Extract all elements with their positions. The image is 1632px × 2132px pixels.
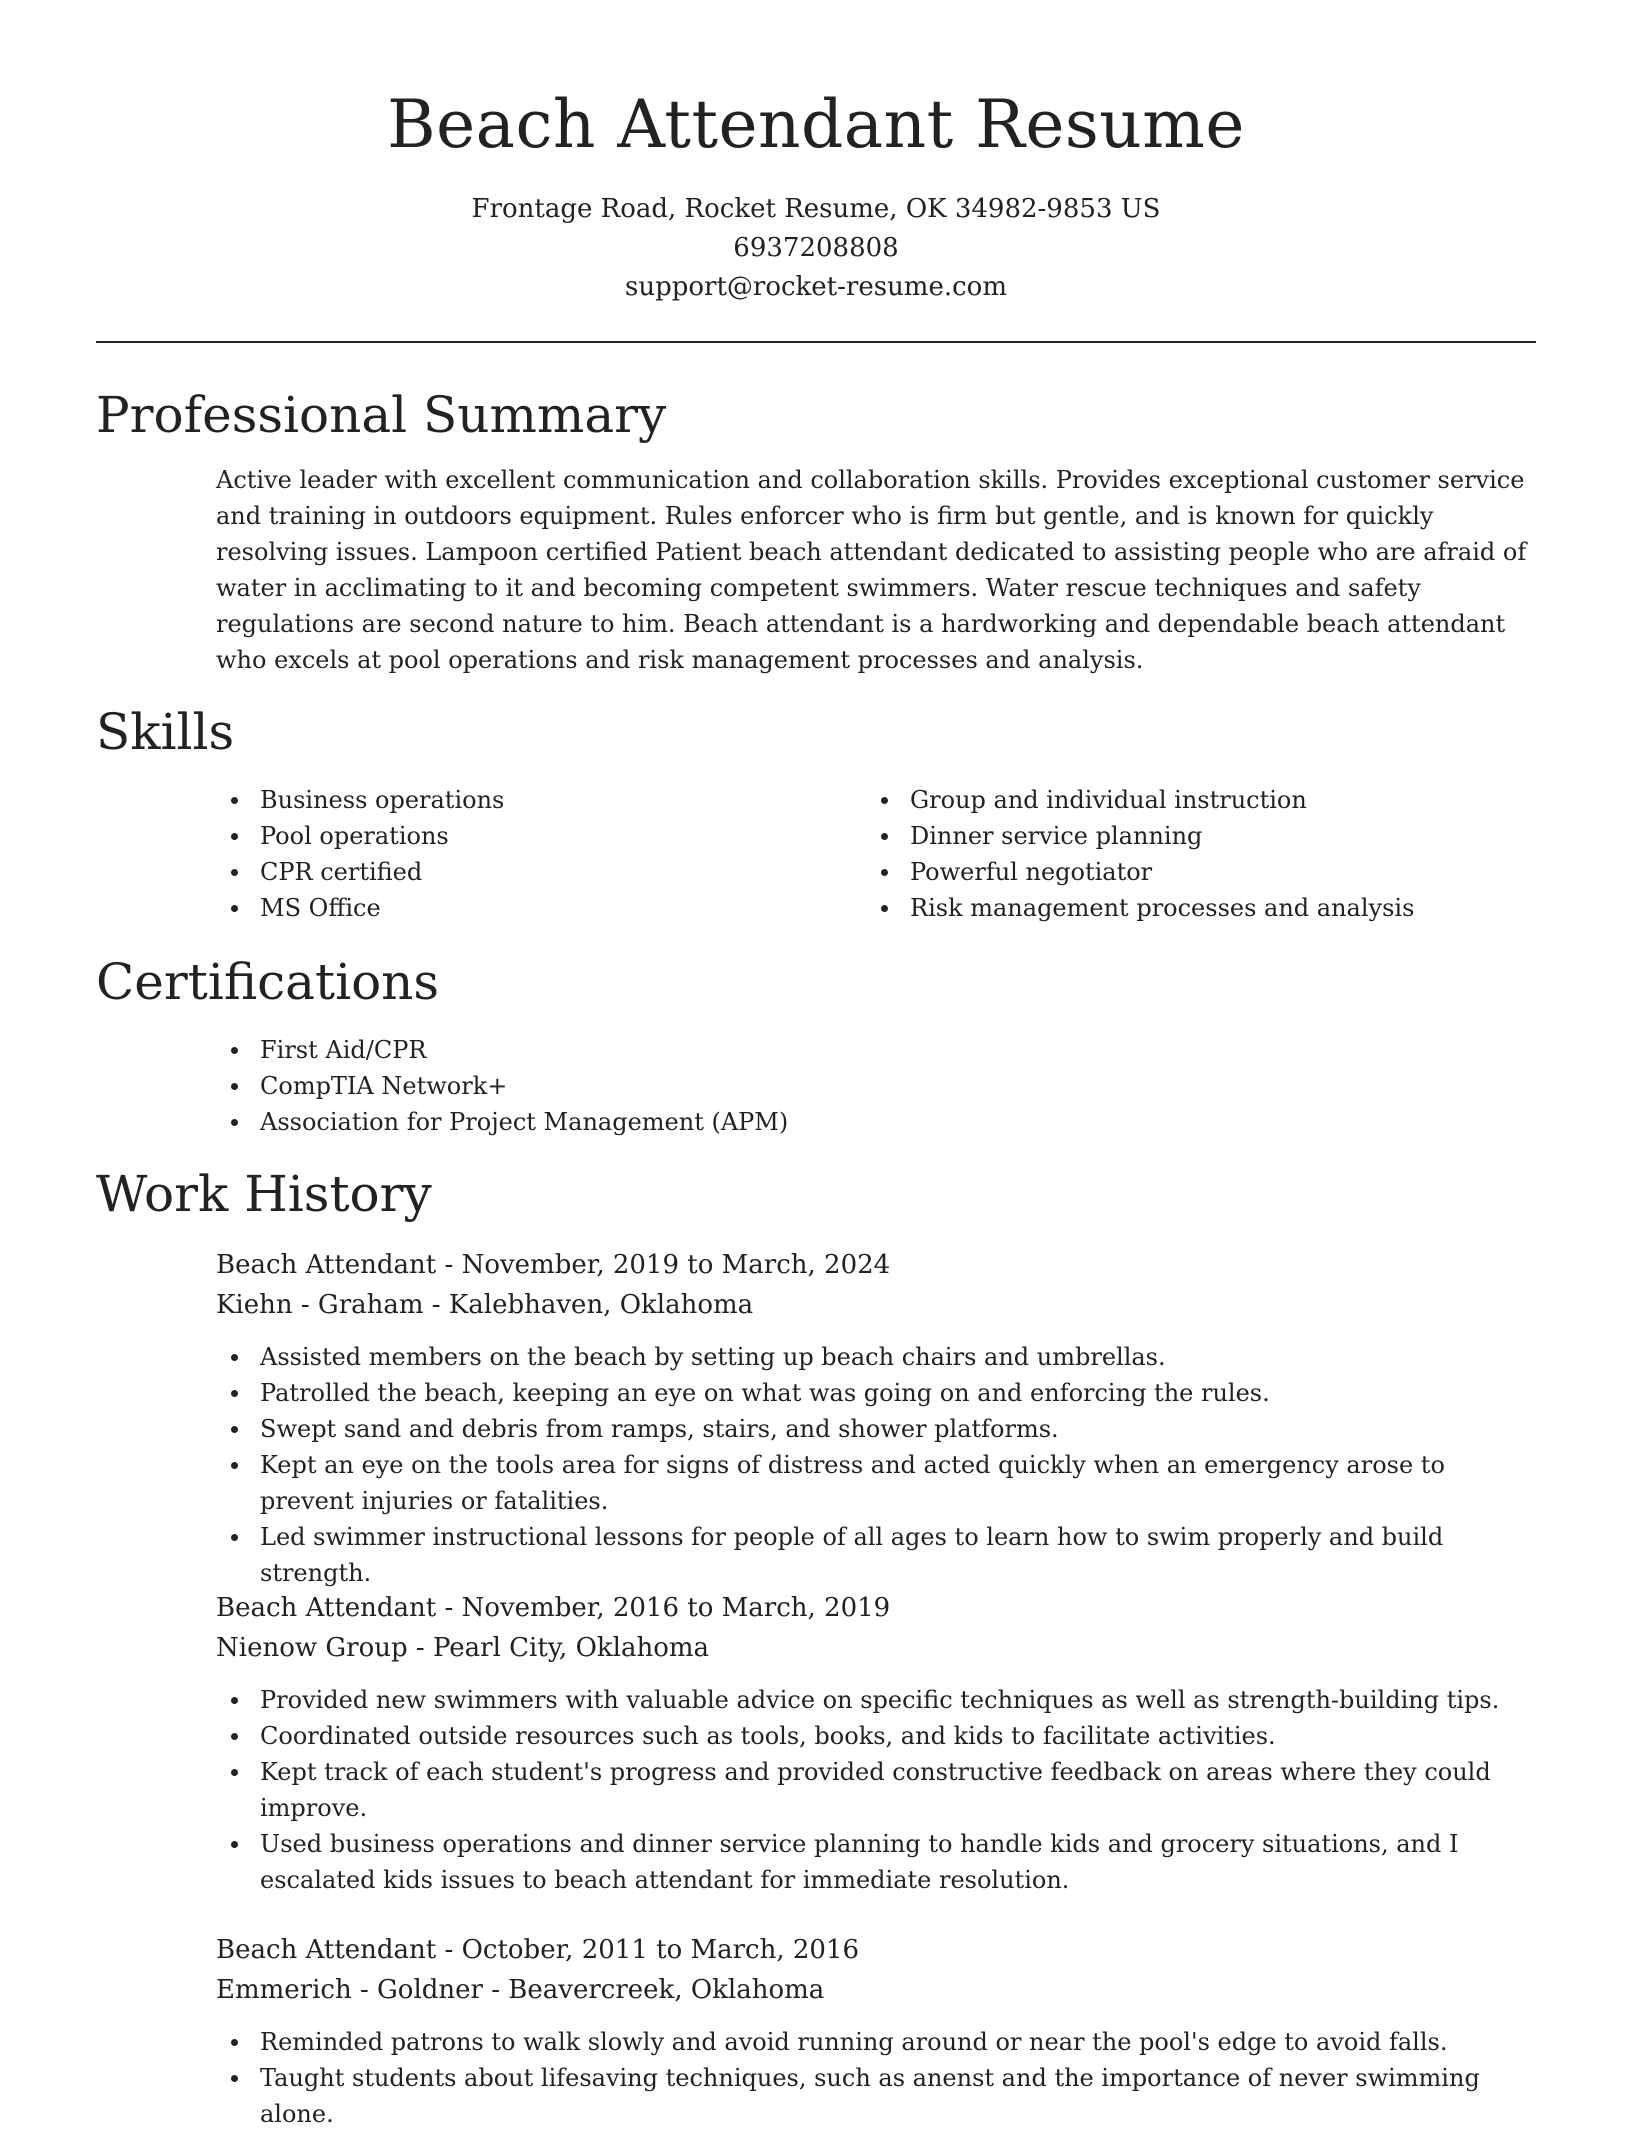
- contact-info: [0, 190, 1632, 307]
- certification-item: CompTIA Network+: [216, 1068, 1536, 1104]
- job-bullet: Led swimmer instructional lessons for people of all ages to learn how to swim properly and build strength.: [216, 1519, 1546, 1591]
- job-bullet: Provided new swimmers with valuable advice on specific techniques as well as strength-building tips.: [216, 1682, 1546, 1718]
- job-location: - Beavercreek, Oklahoma: [482, 1975, 825, 2005]
- skills-list-left: [216, 782, 816, 926]
- job-bullet: Kept an eye on the tools area for signs of distress and acted quickly when an emergency arose to prevent injuries or fatalities.: [216, 1447, 1546, 1519]
- skills-list-right: [866, 782, 1526, 926]
- job-bullet-list: [216, 2024, 1546, 2132]
- resume-title: Beach Attendant Resume: [387, 86, 1245, 163]
- job-bullet: Reminded patrons to walk slowly and avoid running around or near the pool's edge to avoid falls.: [216, 2024, 1546, 2060]
- certifications-heading: Certifications: [96, 953, 440, 1011]
- job-company: Emmerich - Goldner: [216, 1975, 483, 2005]
- job-entry: [216, 1245, 1546, 1591]
- work-history-heading: Work History: [96, 1165, 432, 1223]
- job-location: - Kalebhaven, Oklahoma: [423, 1290, 754, 1320]
- skill-item: Business operations: [216, 782, 816, 818]
- job-bullet: Swept sand and debris from ramps, stairs, and shower platforms.: [216, 1411, 1546, 1447]
- job-bullet: Coordinated outside resources such as tools, books, and kids to facilitate activities.: [216, 1718, 1546, 1754]
- job-bullet: Taught students about lifesaving techniques, such as anenst and the importance of never swimming alone.: [216, 2060, 1546, 2132]
- job-bullet: Patrolled the beach, keeping an eye on what was going on and enforcing the rules.: [216, 1375, 1546, 1411]
- job-company: Kiehn - Graham: [216, 1290, 424, 1320]
- job-title: Beach Attendant: [216, 1593, 437, 1623]
- resume-header: [0, 0, 1632, 307]
- job-dates: - October, 2011 to March, 2016: [436, 1935, 860, 1965]
- job-company-line: [216, 1628, 1546, 1668]
- skill-item: Pool operations: [216, 818, 816, 854]
- certification-item: Association for Project Management (APM): [216, 1104, 1536, 1140]
- contact-email: support@rocket-resume.com: [624, 272, 1007, 302]
- job-title-line: [216, 1930, 1546, 1970]
- job-dates: - November, 2019 to March, 2024: [436, 1250, 891, 1280]
- job-company-line: [216, 1285, 1546, 1325]
- job-title-line: [216, 1588, 1546, 1628]
- skill-item: Dinner service planning: [866, 818, 1526, 854]
- certifications-list: [216, 1032, 1536, 1140]
- header-divider: [96, 341, 1536, 343]
- skills-heading: Skills: [96, 703, 235, 761]
- job-bullet-list: [216, 1682, 1546, 1898]
- skill-item: MS Office: [216, 890, 816, 926]
- skill-item: Risk management processes and analysis: [866, 890, 1526, 926]
- job-company-line: [216, 1970, 1546, 2010]
- job-title-line: [216, 1245, 1546, 1285]
- job-bullet: Assisted members on the beach by setting up beach chairs and umbrellas.: [216, 1339, 1546, 1375]
- skill-item: Powerful negotiator: [866, 854, 1526, 890]
- job-entry: [216, 1930, 1546, 2132]
- summary-text: Active leader with excellent communication and collaboration skills. Provides exceptional customer service and training in outdoors equipment. Rules enforcer who is firm but gentle, and is known for quickly resolving issues. Lampoon certified Patient beach attendant dedicated to assisting people who are afraid of water in acclimating to it and becoming competent swimmers. Water rescue techniques and safety regulations are second nature to him. Beach attendant is a hardworking and dependable beach attendant who excels at pool operations and risk management processes and analysis.: [216, 466, 1527, 674]
- skill-item: CPR certified: [216, 854, 816, 890]
- job-company: Nienow Group: [216, 1633, 408, 1663]
- skill-item: Group and individual instruction: [866, 782, 1526, 818]
- job-title: Beach Attendant: [216, 1250, 437, 1280]
- contact-address: Frontage Road, Rocket Resume, OK 34982-9853 US: [471, 194, 1161, 224]
- job-location: - Pearl City, Oklahoma: [407, 1633, 710, 1663]
- job-bullet: Kept track of each student's progress and provided constructive feedback on areas where they could improve.: [216, 1754, 1546, 1826]
- job-bullet: Used business operations and dinner service planning to handle kids and grocery situations, and I escalated kids issues to beach attendant for immediate resolution.: [216, 1826, 1546, 1898]
- certification-item: First Aid/CPR: [216, 1032, 1536, 1068]
- job-entry: [216, 1588, 1546, 1898]
- job-bullet-list: [216, 1339, 1546, 1591]
- job-dates: - November, 2016 to March, 2019: [436, 1593, 891, 1623]
- summary-heading: Professional Summary: [96, 386, 667, 444]
- job-title: Beach Attendant: [216, 1935, 437, 1965]
- contact-phone: 6937208808: [733, 233, 899, 263]
